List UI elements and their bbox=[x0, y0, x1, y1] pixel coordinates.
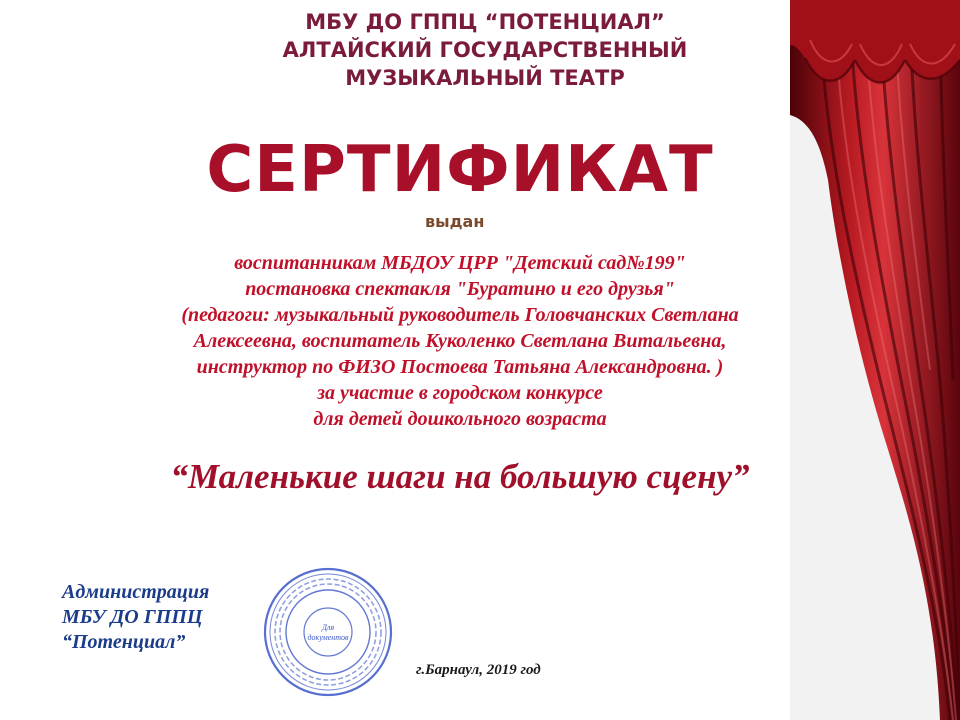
body-line: постановка спектакля "Буратино и его друзья" bbox=[245, 278, 675, 300]
certificate-title: СЕРТИФИКАТ bbox=[206, 133, 714, 207]
organization-line: АЛТАЙСКИЙ ГОСУДАРСТВЕННЫЙ bbox=[282, 38, 688, 62]
signature-line: Администрация bbox=[62, 581, 210, 603]
administration-signature bbox=[62, 580, 209, 655]
organization-line: МБУ ДО ГППЦ “ПОТЕНЦИАЛ” bbox=[305, 10, 665, 34]
body-line: Алексеевна, воспитатель Куколенко Светлана Витальевна, bbox=[193, 330, 727, 352]
stamp-center-text: Для bbox=[321, 623, 335, 632]
theater-curtain bbox=[790, 0, 960, 720]
stamp-center-text: документов bbox=[307, 633, 349, 642]
place-and-date: г.Барнаул, 2019 год bbox=[416, 662, 541, 678]
issued-label: выдан bbox=[425, 212, 485, 231]
body-line: инструктор по ФИЗО Постоева Татьяна Александровна. ) bbox=[196, 356, 724, 378]
signature-line: МБУ ДО ГППЦ bbox=[62, 606, 203, 628]
body-line: (педагоги: музыкальный руководитель Головчанских Светлана bbox=[181, 304, 739, 326]
official-stamp bbox=[262, 566, 394, 698]
organization-header bbox=[150, 8, 820, 92]
curtain-valance bbox=[790, 0, 960, 83]
organization-line: МУЗЫКАЛЬНЫЙ ТЕАТР bbox=[345, 66, 625, 90]
body-line: для детей дошкольного возраста bbox=[313, 408, 607, 430]
contest-name: “Маленькие шаги на большую сцену” bbox=[170, 457, 750, 496]
body-line: воспитанникам МБДОУ ЦРР "Детский сад№199" bbox=[234, 252, 686, 274]
body-line: за участие в городском конкурсе bbox=[317, 382, 603, 404]
signature-line: “Потенциал” bbox=[62, 631, 186, 653]
certificate-body bbox=[70, 250, 850, 432]
